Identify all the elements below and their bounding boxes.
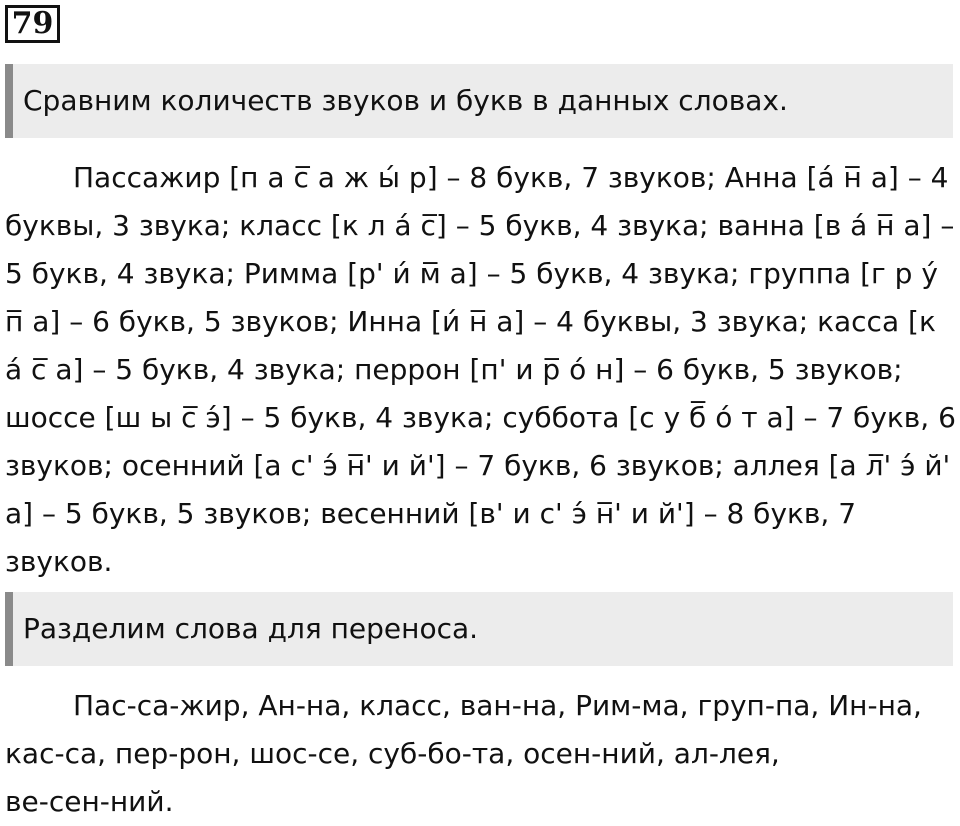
section-heading-hyphenation: Разделим слова для переноса.	[5, 592, 953, 666]
section-heading-sounds-letters: Сравним количеств звуков и букв в данных словах.	[5, 64, 953, 138]
paragraph-line: Пассажир [п а с̅ а ж ы́ р] – 8 букв, 7 звуков; Анна [а́ н̅ а] – 4	[73, 161, 949, 194]
task-number: 79	[5, 5, 60, 43]
paragraph-line: ве-сен-ний.	[5, 785, 174, 818]
paragraph-line: шоссе [ш ы с̅ э́] – 5 букв, 4 звука; суббота [с у б̅ о́ т а] – 7 букв, 6	[5, 401, 956, 434]
paragraph-line: звуков.	[5, 545, 113, 578]
answer-paragraph-sounds-letters	[5, 154, 955, 586]
paragraph-line: 5 букв, 4 звука; Римма [р' и́ м̅ а] – 5 букв, 4 звука; группа [г р у́	[5, 257, 938, 290]
paragraph-line: кас-са, пер-рон, шос-се, суб-бо-та, осен-ний, ал-лея,	[5, 737, 780, 770]
paragraph-line: п̅ а] – 6 букв, 5 звуков; Инна [и́ н̅ а] – 4 буквы, 3 звука; касса [к	[5, 305, 936, 338]
paragraph-line: Пас-са-жир, Ан-на, класс, ван-на, Рим-ма, груп-па, Ин-на,	[73, 689, 922, 722]
answer-paragraph-hyphenation	[5, 682, 955, 826]
paragraph-line: а] – 5 букв, 5 звуков; весенний [в' и с' э́ н̅' и й'] – 8 букв, 7	[5, 497, 857, 530]
paragraph-line: буквы, 3 звука; класс [к л а́ с̅] – 5 букв, 4 звука; ванна [в а́ н̅ а] –	[5, 209, 955, 242]
paragraph-line: звуков; осенний [а с' э́ н̅' и й'] – 7 букв, 6 звуков; аллея [а л̅' э́ й'	[5, 449, 951, 482]
paragraph-line: а́ с̅ а] – 5 букв, 4 звука; перрон [п' и р̅ о́ н] – 6 букв, 5 звуков;	[5, 353, 903, 386]
